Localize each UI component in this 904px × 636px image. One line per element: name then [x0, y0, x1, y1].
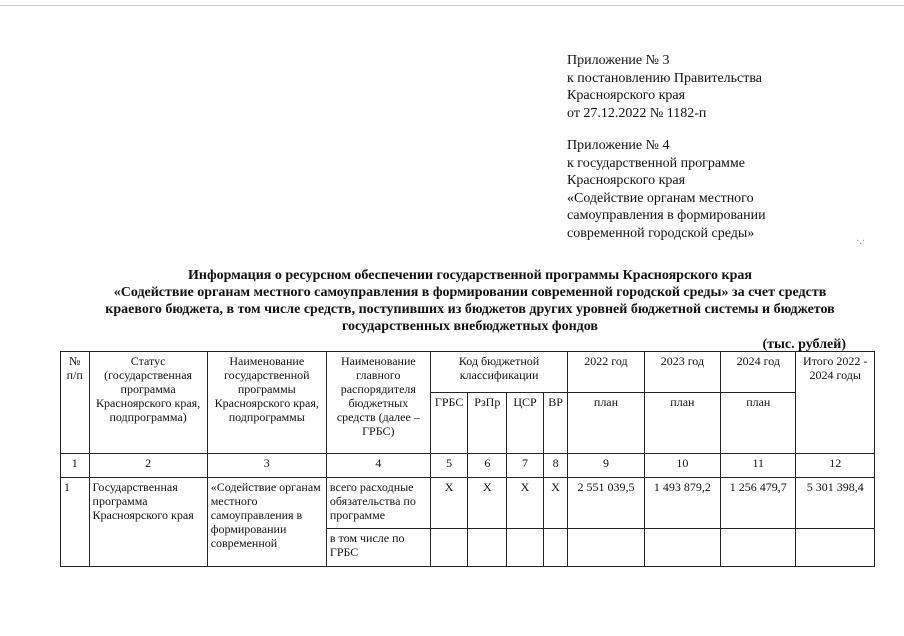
header-2024: 2024 год [721, 352, 796, 393]
column-number: 12 [796, 454, 875, 478]
resource-table [60, 351, 875, 567]
row-value-2024: 1 256 479,7 [721, 478, 796, 529]
header-2023: 2023 год [644, 352, 720, 393]
column-number: 8 [543, 454, 567, 478]
empty-cell [568, 529, 644, 567]
header-num: № п/п [61, 352, 90, 454]
row-status: Государственная программа Красноярского края [89, 478, 207, 567]
column-number: 6 [468, 454, 507, 478]
row-value-2022: 2 551 039,5 [568, 478, 644, 529]
header-program-name: Наименование государственной программы Красноярского края, подпрограммы [207, 352, 326, 454]
row-program-name: «Содействие органам местного самоуправления в формировании современной [207, 478, 326, 567]
row-code-csr: Х [507, 478, 544, 529]
column-number: 2 [89, 454, 207, 478]
table-row [61, 478, 875, 529]
appendix-4-line: современной городской среды» [567, 225, 755, 241]
header-code-vr: ВР [543, 393, 567, 454]
document-title [70, 267, 870, 335]
header-plan-2023: план [644, 393, 720, 454]
header-plan-2022: план [568, 393, 644, 454]
title-line: государственных внебюджетных фондов [342, 319, 598, 334]
header-total: Итого 2022 - 2024 годы [796, 352, 875, 454]
row-value-2023: 1 493 879,2 [644, 478, 720, 529]
appendix-3-header [567, 52, 762, 122]
column-number: 10 [644, 454, 720, 478]
column-number: 7 [507, 454, 544, 478]
scan-mark: ·.· [856, 236, 866, 247]
title-line: «Содействие органам местного самоуправления в формировании современной городской среды» за счет средств [113, 285, 827, 300]
appendix-3-line: Красноярского края [567, 88, 686, 103]
header-code-csr: ЦСР [507, 393, 544, 454]
row-num: 1 [61, 478, 90, 567]
appendix-4-header [567, 137, 766, 242]
units-label: (тыс. рублей) [762, 337, 846, 352]
column-number: 1 [61, 454, 90, 478]
appendix-3-line: к постановлению Правительства [567, 70, 763, 86]
empty-cell [721, 529, 796, 567]
column-number: 11 [721, 454, 796, 478]
empty-cell [796, 529, 875, 567]
empty-cell [468, 529, 507, 567]
header-grbs-name: Наименование главного распорядителя бюджетных средств (далее – ГРБС) [326, 352, 430, 454]
empty-cell [507, 529, 544, 567]
header-2022: 2022 год [568, 352, 644, 393]
appendix-4-line: «Содействие органам местного [567, 190, 754, 206]
row-code-grbs: Х [430, 478, 468, 529]
header-plan-2024: план [721, 393, 796, 454]
header-budget-code: Код бюджетной классификации [430, 352, 568, 393]
header-code-rzpr: РзПр [468, 393, 507, 454]
title-line: Информация о ресурсном обеспечении государственной программы Красноярского края [188, 268, 752, 283]
empty-cell [543, 529, 567, 567]
appendix-4-line: Приложение № 4 [567, 138, 670, 153]
row-code-rzpr: Х [468, 478, 507, 529]
column-number: 9 [568, 454, 644, 478]
appendix-4-line: самоуправления в формировании [567, 208, 766, 223]
empty-cell [430, 529, 468, 567]
table-header-row [61, 352, 875, 393]
header-code-grbs: ГРБС [430, 393, 468, 454]
appendix-3-line: Приложение № 3 [567, 53, 670, 68]
row-grbs-total: всего расходные обязательства по программе [326, 478, 430, 529]
empty-cell [644, 529, 720, 567]
title-line: краевого бюджета, в том числе средств, поступивших из бюджетов других уровней бюджетной системы и бюджетов [105, 302, 835, 317]
row-code-vr: Х [543, 478, 567, 529]
row-value-total: 5 301 398,4 [796, 478, 875, 529]
column-number: 4 [326, 454, 430, 478]
row-grbs-breakdown: в том числе по ГРБС [326, 529, 430, 567]
header-status: Статус (государственная программа Красноярского края, подпрограмма) [89, 352, 207, 454]
appendix-4-line: Красноярского края [567, 173, 686, 188]
appendix-3-line: от 27.12.2022 № 1182-п [567, 105, 707, 121]
column-number: 5 [430, 454, 468, 478]
appendix-4-line: к государственной программе [567, 155, 745, 171]
column-number-row [61, 454, 875, 478]
page-top-border [0, 5, 904, 6]
column-number: 3 [207, 454, 326, 478]
